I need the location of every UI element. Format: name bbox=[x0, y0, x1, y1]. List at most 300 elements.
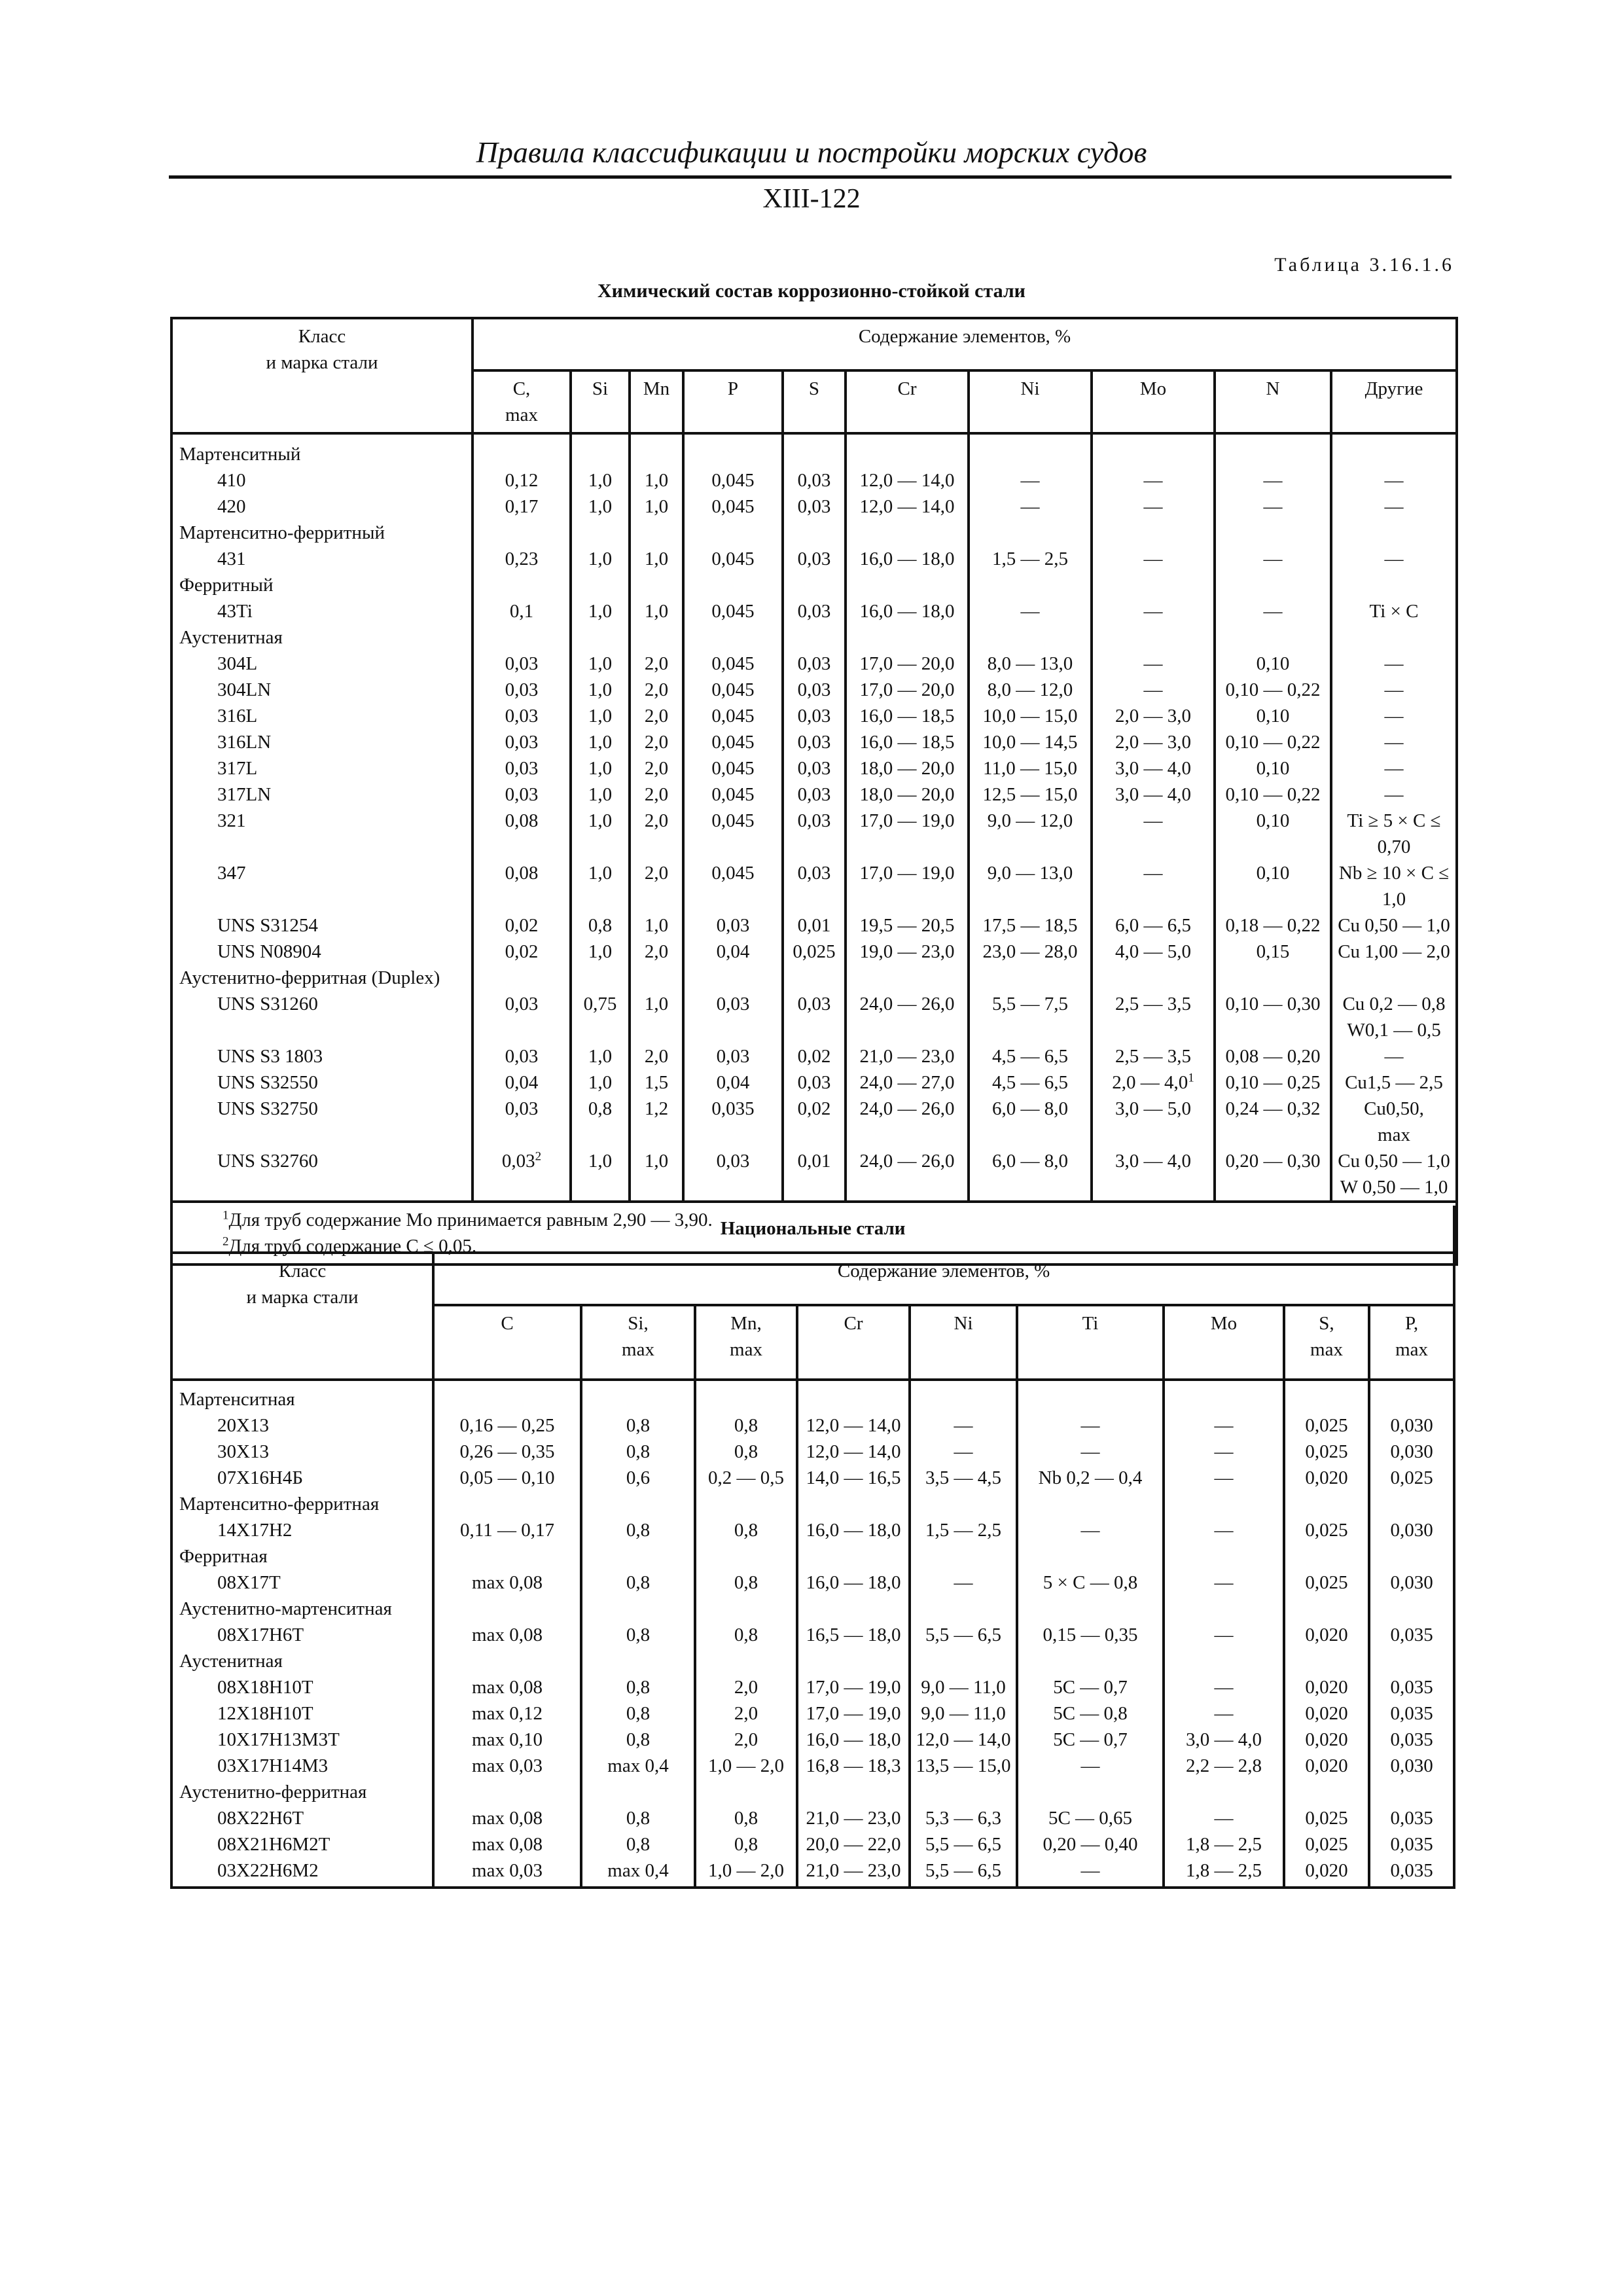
cell-value: — bbox=[1143, 496, 1163, 517]
cell-value: 0,26 — 0,35 bbox=[459, 1441, 555, 1462]
cell-value: — bbox=[1214, 1441, 1234, 1462]
data-cell bbox=[433, 1439, 581, 1465]
cell-value: Nb 0,2 — 0,4 bbox=[1038, 1467, 1143, 1488]
data-cell bbox=[1092, 991, 1215, 1043]
data-cell bbox=[683, 755, 783, 781]
cell-value: 0,08 bbox=[505, 810, 539, 831]
data-cell bbox=[797, 1465, 910, 1491]
section-row bbox=[171, 1648, 1454, 1674]
data-cell bbox=[783, 729, 846, 755]
data-cell bbox=[1092, 493, 1215, 520]
data-cell bbox=[1092, 729, 1215, 755]
data-cell bbox=[630, 467, 683, 493]
cell-value: 0,03 bbox=[716, 994, 750, 1014]
cell-value: 6,0 — 8,0 bbox=[992, 1151, 1068, 1172]
cell-value: 21,0 — 23,0 bbox=[806, 1860, 901, 1881]
data-cell bbox=[581, 1805, 695, 1831]
cell-value: 0,15 — 0,35 bbox=[1043, 1624, 1138, 1645]
cell-value: 0,020 bbox=[1305, 1703, 1348, 1724]
data-cell bbox=[473, 1043, 571, 1069]
cell-value: 16,0 — 18,5 bbox=[859, 732, 955, 753]
cell-value: 2,0 bbox=[644, 784, 669, 805]
data-cell bbox=[797, 1831, 910, 1857]
data-cell bbox=[683, 1069, 783, 1096]
table-row bbox=[171, 1439, 1454, 1465]
column-header: Другие bbox=[1331, 370, 1457, 433]
cell-value: 0,025 bbox=[1305, 1834, 1348, 1855]
cell-value: — bbox=[1143, 679, 1163, 700]
data-cell bbox=[969, 493, 1092, 520]
data-cell bbox=[1215, 939, 1331, 965]
cell-value: 16,0 — 18,0 bbox=[806, 1520, 901, 1541]
cell-value: 0,020 bbox=[1305, 1729, 1348, 1750]
cell-value: 0,045 bbox=[711, 758, 755, 779]
data-cell bbox=[1164, 1674, 1284, 1700]
data-cell bbox=[846, 1096, 969, 1148]
cell-value: 2,0 bbox=[734, 1729, 758, 1750]
data-cell bbox=[846, 939, 969, 965]
cell-value: — bbox=[1080, 1441, 1100, 1462]
data-cell bbox=[683, 912, 783, 939]
cell-value: 18,0 — 20,0 bbox=[859, 784, 955, 805]
data-cell bbox=[797, 1727, 910, 1753]
empty-cell bbox=[630, 624, 683, 651]
cell-value: 0,03 bbox=[505, 706, 539, 726]
cell-value: 0,10 — 0,30 bbox=[1225, 994, 1321, 1014]
cell-value: 0,8 bbox=[734, 1834, 758, 1855]
data-cell bbox=[1369, 1622, 1454, 1648]
data-cell bbox=[846, 1148, 969, 1202]
data-cell bbox=[783, 598, 846, 624]
cell-value: 2,0 bbox=[644, 941, 669, 962]
data-cell bbox=[630, 493, 683, 520]
table-row bbox=[171, 808, 1457, 860]
cell-value: 0,02 bbox=[797, 1046, 831, 1067]
cell-value: 1,0 bbox=[588, 601, 613, 622]
cell-value: 0,045 bbox=[711, 496, 755, 517]
cell-value: 0,18 — 0,22 bbox=[1225, 915, 1321, 936]
steel-class-label: Ферритный bbox=[179, 575, 274, 596]
cell-value: 11,0 — 15,0 bbox=[983, 758, 1077, 779]
empty-cell bbox=[1284, 1779, 1369, 1805]
column-header: Mn bbox=[630, 370, 683, 433]
data-cell bbox=[969, 546, 1092, 572]
content-header: Содержание элементов, % bbox=[433, 1253, 1454, 1305]
cell-value: — bbox=[1263, 470, 1283, 491]
footnote-ref: 2 bbox=[535, 1149, 542, 1164]
data-cell bbox=[797, 1439, 910, 1465]
cell-value: 0,03 bbox=[797, 758, 831, 779]
empty-cell bbox=[910, 1380, 1017, 1412]
cell-value: 0,035 bbox=[711, 1098, 755, 1119]
data-cell bbox=[1331, 651, 1457, 677]
cell-value: 0,03 bbox=[797, 810, 831, 831]
cell-value: 2,0 bbox=[644, 653, 669, 674]
cell-value: 0,10 bbox=[1256, 653, 1290, 674]
cell-value: 0,8 bbox=[734, 1415, 758, 1436]
data-cell bbox=[797, 1805, 910, 1831]
section-row bbox=[171, 965, 1457, 991]
column-header: S bbox=[783, 370, 846, 433]
cell-value: 5C — 0,7 bbox=[1053, 1729, 1128, 1750]
data-cell bbox=[1284, 1465, 1369, 1491]
data-cell bbox=[433, 1412, 581, 1439]
cell-value: 1,5 — 2,5 bbox=[992, 548, 1068, 569]
data-cell bbox=[797, 1570, 910, 1596]
column-header: Cr bbox=[797, 1305, 910, 1380]
cell-value: 0,8 bbox=[626, 1834, 651, 1855]
empty-cell bbox=[969, 965, 1092, 991]
table-row bbox=[171, 651, 1457, 677]
cell-value: — bbox=[1020, 470, 1040, 491]
data-cell bbox=[1092, 703, 1215, 729]
data-cell bbox=[846, 467, 969, 493]
data-cell bbox=[1331, 912, 1457, 939]
section-row bbox=[171, 1380, 1454, 1412]
data-cell bbox=[683, 651, 783, 677]
steel-grade-label: 12Х18Н10Т bbox=[217, 1703, 313, 1724]
data-cell bbox=[1092, 755, 1215, 781]
data-cell bbox=[1215, 1096, 1331, 1148]
empty-cell bbox=[797, 1648, 910, 1674]
data-cell bbox=[695, 1857, 797, 1888]
table-row bbox=[171, 1805, 1454, 1831]
data-cell bbox=[433, 1831, 581, 1857]
cell-value: Cu1,5 — 2,5 bbox=[1345, 1072, 1443, 1093]
empty-cell bbox=[910, 1596, 1017, 1622]
steel-grade-label: UNS S32550 bbox=[217, 1072, 318, 1093]
cell-value: 16,0 — 18,0 bbox=[806, 1729, 901, 1750]
data-cell bbox=[910, 1517, 1017, 1543]
cell-value: 0,12 bbox=[505, 470, 539, 491]
data-cell bbox=[910, 1465, 1017, 1491]
data-cell bbox=[1331, 677, 1457, 703]
data-cell bbox=[783, 493, 846, 520]
data-cell bbox=[473, 1069, 571, 1096]
data-cell bbox=[1215, 493, 1331, 520]
data-cell bbox=[969, 729, 1092, 755]
cell-value: 17,0 — 20,0 bbox=[859, 679, 955, 700]
data-cell bbox=[571, 651, 630, 677]
data-cell bbox=[571, 703, 630, 729]
cell-value: 17,0 — 20,0 bbox=[859, 653, 955, 674]
cell-value: max 0,08 bbox=[472, 1677, 543, 1698]
data-cell bbox=[473, 808, 571, 860]
cell-value: 24,0 — 26,0 bbox=[859, 994, 955, 1014]
empty-cell bbox=[571, 624, 630, 651]
cell-value: 1,0 bbox=[588, 470, 613, 491]
empty-cell bbox=[1331, 433, 1457, 467]
data-cell bbox=[630, 991, 683, 1043]
cell-value: 5C — 0,7 bbox=[1053, 1677, 1128, 1698]
empty-cell bbox=[1164, 1543, 1284, 1570]
cell-value: 18,0 — 20,0 bbox=[859, 758, 955, 779]
cell-value: 5,3 — 6,3 bbox=[925, 1808, 1001, 1829]
cell-value: 0,030 bbox=[1390, 1441, 1433, 1462]
data-cell bbox=[1215, 598, 1331, 624]
data-cell bbox=[1284, 1517, 1369, 1543]
data-cell bbox=[630, 703, 683, 729]
cell-value: 5,5 — 7,5 bbox=[992, 994, 1068, 1014]
page-number: XIII-122 bbox=[762, 184, 861, 214]
steel-grade-label: 14Х17Н2 bbox=[217, 1520, 293, 1541]
cell-value: 0,10 — 0,25 bbox=[1225, 1072, 1321, 1093]
data-cell bbox=[1215, 860, 1331, 912]
data-cell bbox=[846, 546, 969, 572]
cell-value: 0,045 bbox=[711, 732, 755, 753]
cell-value: 1,0 bbox=[588, 758, 613, 779]
class-header-text: Класс и марка стали bbox=[246, 1261, 359, 1308]
cell-value: 0,030 bbox=[1390, 1572, 1433, 1593]
data-cell bbox=[1331, 546, 1457, 572]
data-cell bbox=[1331, 703, 1457, 729]
data-cell bbox=[1164, 1570, 1284, 1596]
footnote-mark: 1 bbox=[223, 1208, 229, 1223]
data-cell bbox=[1215, 677, 1331, 703]
steel-grade-label: 316LN bbox=[217, 732, 272, 753]
cell-value: 2,0 — 3,0 bbox=[1115, 706, 1191, 726]
data-cell bbox=[1164, 1727, 1284, 1753]
data-cell bbox=[1284, 1831, 1369, 1857]
steel-grade-label: 431 bbox=[217, 548, 246, 569]
data-cell bbox=[695, 1831, 797, 1857]
data-cell bbox=[910, 1674, 1017, 1700]
cell-value: 1,0 bbox=[588, 1046, 613, 1067]
cell-value: Nb ≥ 10 × C ≤ 1,0 bbox=[1338, 863, 1450, 910]
empty-cell bbox=[683, 965, 783, 991]
empty-cell bbox=[969, 572, 1092, 598]
empty-cell bbox=[783, 965, 846, 991]
data-cell bbox=[1092, 651, 1215, 677]
cell-value: 1,0 bbox=[644, 470, 669, 491]
cell-value: — bbox=[1143, 810, 1163, 831]
empty-cell bbox=[846, 572, 969, 598]
cell-value: — bbox=[1263, 548, 1283, 569]
data-cell bbox=[1215, 991, 1331, 1043]
cell-value: 9,0 — 11,0 bbox=[921, 1677, 1006, 1698]
data-cell bbox=[1369, 1674, 1454, 1700]
data-cell bbox=[846, 651, 969, 677]
data-cell bbox=[783, 1148, 846, 1202]
steel-class-label: Мартенситный bbox=[179, 444, 301, 465]
empty-cell bbox=[581, 1543, 695, 1570]
cell-value: 0,045 bbox=[711, 601, 755, 622]
cell-value: 0,035 bbox=[1390, 1677, 1433, 1698]
cell-value: — bbox=[1384, 706, 1404, 726]
empty-cell bbox=[630, 520, 683, 546]
data-cell bbox=[1017, 1727, 1164, 1753]
data-cell bbox=[783, 860, 846, 912]
empty-cell bbox=[1369, 1491, 1454, 1517]
cell-value: 2,0 bbox=[644, 810, 669, 831]
empty-cell bbox=[1331, 520, 1457, 546]
empty-cell bbox=[1369, 1380, 1454, 1412]
cell-value: — bbox=[1263, 496, 1283, 517]
data-cell bbox=[1369, 1517, 1454, 1543]
cell-value: 16,0 — 18,5 bbox=[859, 706, 955, 726]
cell-value: 0,035 bbox=[1390, 1624, 1433, 1645]
footnote-text: Для труб содержание C ≤ 0,05. bbox=[228, 1236, 477, 1257]
cell-value: — bbox=[1080, 1520, 1100, 1541]
cell-value: — bbox=[1214, 1677, 1234, 1698]
cell-value: 0,03 bbox=[505, 653, 539, 674]
cell-value: 1,0 bbox=[644, 548, 669, 569]
steel-class-label: Ферритная bbox=[179, 1546, 268, 1567]
data-cell bbox=[1215, 781, 1331, 808]
cell-value: 0,030 bbox=[1390, 1520, 1433, 1541]
empty-cell bbox=[1284, 1380, 1369, 1412]
data-cell bbox=[910, 1622, 1017, 1648]
data-cell bbox=[1369, 1727, 1454, 1753]
steel-grade-label: 317L bbox=[217, 758, 258, 779]
data-cell bbox=[581, 1412, 695, 1439]
cell-value: 0,025 bbox=[1305, 1415, 1348, 1436]
cell-value: 0,045 bbox=[711, 810, 755, 831]
data-cell bbox=[683, 493, 783, 520]
data-cell bbox=[783, 677, 846, 703]
cell-value: 0,03 bbox=[797, 679, 831, 700]
data-cell bbox=[571, 939, 630, 965]
data-cell bbox=[1092, 860, 1215, 912]
empty-cell bbox=[1215, 433, 1331, 467]
empty-cell bbox=[581, 1491, 695, 1517]
table-row bbox=[171, 1674, 1454, 1700]
cell-value: Cu 0,50 — 1,0 W 0,50 — 1,0 bbox=[1338, 1151, 1450, 1198]
cell-value: 5,5 — 6,5 bbox=[925, 1860, 1001, 1881]
empty-cell bbox=[1215, 624, 1331, 651]
cell-value: 6,0 — 6,5 bbox=[1115, 915, 1191, 936]
empty-cell bbox=[695, 1543, 797, 1570]
data-cell bbox=[473, 912, 571, 939]
data-cell bbox=[783, 467, 846, 493]
cell-value: max 0,03 bbox=[472, 1860, 543, 1881]
cell-value: — bbox=[1384, 496, 1404, 517]
cell-value: 0,08 — 0,20 bbox=[1225, 1046, 1321, 1067]
cell-value: 1,0 bbox=[588, 706, 613, 726]
steel-class-label: Аустенитная bbox=[179, 627, 283, 648]
data-cell bbox=[1331, 808, 1457, 860]
cell-value: 1,0 bbox=[588, 679, 613, 700]
cell-value: 12,0 — 14,0 bbox=[859, 496, 955, 517]
data-cell bbox=[473, 493, 571, 520]
cell-value: 0,8 bbox=[626, 1415, 651, 1436]
cell-value: 0,03 bbox=[797, 732, 831, 753]
data-cell bbox=[1369, 1465, 1454, 1491]
empty-cell bbox=[473, 624, 571, 651]
cell-value: — bbox=[954, 1441, 973, 1462]
data-cell bbox=[1017, 1857, 1164, 1888]
data-cell bbox=[581, 1465, 695, 1491]
cell-value: 1,0 bbox=[588, 1072, 613, 1093]
data-cell bbox=[1284, 1857, 1369, 1888]
cell-value: — bbox=[1384, 548, 1404, 569]
cell-value: 0,03 bbox=[797, 706, 831, 726]
data-cell bbox=[846, 991, 969, 1043]
data-cell bbox=[630, 939, 683, 965]
cell-value: 2,0 bbox=[644, 706, 669, 726]
data-cell bbox=[1369, 1412, 1454, 1439]
steel-grade-label: 07Х16Н4Б bbox=[217, 1467, 304, 1488]
cell-value: 19,5 — 20,5 bbox=[859, 915, 955, 936]
data-cell bbox=[571, 467, 630, 493]
steel-class-label: Аустенитно-ферритная bbox=[179, 1782, 367, 1803]
empty-cell bbox=[1017, 1543, 1164, 1570]
data-cell bbox=[695, 1700, 797, 1727]
data-cell bbox=[581, 1700, 695, 1727]
data-cell bbox=[630, 781, 683, 808]
data-cell bbox=[433, 1570, 581, 1596]
cell-value: — bbox=[954, 1415, 973, 1436]
steel-grade-label: 304LN bbox=[217, 679, 272, 700]
empty-cell bbox=[1369, 1596, 1454, 1622]
table-row bbox=[171, 991, 1457, 1043]
data-cell bbox=[1164, 1622, 1284, 1648]
empty-cell bbox=[630, 572, 683, 598]
data-cell bbox=[581, 1857, 695, 1888]
cell-value: 9,0 — 13,0 bbox=[987, 863, 1073, 884]
cell-value: — bbox=[1384, 470, 1404, 491]
data-cell bbox=[910, 1727, 1017, 1753]
empty-cell bbox=[581, 1648, 695, 1674]
data-cell bbox=[1092, 546, 1215, 572]
cell-value: 0,10 bbox=[1256, 758, 1290, 779]
national-steels-title: Национальные стали bbox=[171, 1206, 1454, 1253]
cell-value: 0,03 bbox=[505, 732, 539, 753]
data-cell bbox=[1284, 1700, 1369, 1727]
data-cell bbox=[433, 1727, 581, 1753]
data-cell bbox=[846, 781, 969, 808]
data-cell bbox=[969, 1069, 1092, 1096]
steel-class-label: Аустенитная bbox=[179, 1651, 283, 1672]
data-cell bbox=[630, 729, 683, 755]
data-cell bbox=[1331, 755, 1457, 781]
data-cell bbox=[1284, 1674, 1369, 1700]
cell-value: 0,03 bbox=[797, 653, 831, 674]
data-cell bbox=[473, 939, 571, 965]
data-cell bbox=[783, 781, 846, 808]
header-rule bbox=[169, 175, 1452, 179]
empty-cell bbox=[473, 965, 571, 991]
cell-value: 0,04 bbox=[505, 1072, 539, 1093]
data-cell bbox=[630, 912, 683, 939]
data-cell bbox=[683, 703, 783, 729]
class-header bbox=[171, 1253, 433, 1380]
data-cell bbox=[695, 1517, 797, 1543]
data-cell bbox=[783, 546, 846, 572]
cell-value: Cu0,50, max bbox=[1364, 1098, 1424, 1145]
table-row bbox=[171, 1096, 1457, 1148]
cell-value: 0,035 bbox=[1390, 1834, 1433, 1855]
data-cell bbox=[783, 1096, 846, 1148]
data-cell bbox=[581, 1674, 695, 1700]
data-cell bbox=[1092, 808, 1215, 860]
data-cell bbox=[797, 1517, 910, 1543]
cell-value: 1,0 — 2,0 bbox=[708, 1860, 784, 1881]
data-cell bbox=[783, 651, 846, 677]
cell-value: Cu 0,50 — 1,0 bbox=[1338, 915, 1450, 936]
cell-value: 14,0 — 16,5 bbox=[806, 1467, 901, 1488]
cell-value: — bbox=[1214, 1624, 1234, 1645]
cell-value: 0,045 bbox=[711, 679, 755, 700]
empty-cell bbox=[1017, 1491, 1164, 1517]
data-cell bbox=[846, 860, 969, 912]
data-cell bbox=[1017, 1700, 1164, 1727]
cell-value: 0,8 bbox=[734, 1808, 758, 1829]
data-cell bbox=[797, 1622, 910, 1648]
cell-value: — bbox=[1020, 601, 1040, 622]
data-cell bbox=[1369, 1831, 1454, 1857]
cell-value: 0,025 bbox=[1305, 1441, 1348, 1462]
